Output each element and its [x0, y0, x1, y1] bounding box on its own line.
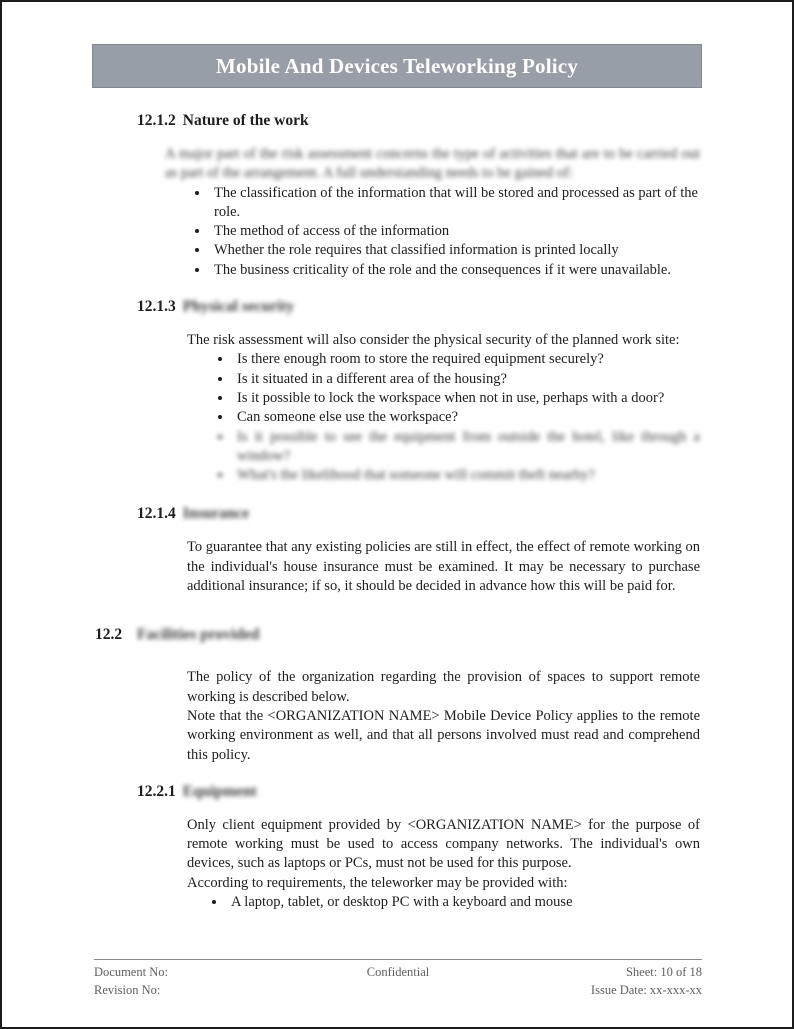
document-title-banner: [92, 44, 702, 88]
section-12-2-para2: Note that the <ORGANIZATION NAME> Mobile Device Policy applies to the remote working environment as well, and that all persons involved must read and comprehend this policy.: [187, 707, 700, 763]
document-title: Mobile And Devices Teleworking Policy: [215, 53, 579, 78]
section-12-1-3-intro: The risk assessment will also consider the physical security of the planned work site:: [187, 332, 680, 349]
bullet-item: • A laptop, tablet, or desktop PC with a keyboard and mouse: [227, 893, 700, 912]
section-12-1-3-list: [211, 350, 700, 485]
section-12-1-4-body: To guarantee that any existing policies are still in effect, the effect of remote working on the individual's house insurance must be examined. It may be necessary to purchase additional insurance; if so, it should be decided in advance how this will be paid for.: [187, 539, 700, 595]
section-title: Equipment: [182, 782, 257, 800]
section-title: Physical security: [182, 298, 295, 316]
document-no-label: Document No:: [94, 965, 168, 979]
section-heading-12-1-4: [137, 505, 700, 523]
issue-date-label: Issue Date: xx-xxx-xx: [590, 983, 703, 997]
revision-no-label: Revision No:: [94, 983, 161, 997]
footer-left-block: [94, 963, 297, 999]
section-12-2-1-para2: According to requirements, the teleworker may be provided with:: [187, 874, 568, 891]
section-heading-12-2: [95, 626, 700, 644]
section-12-1-2-list: [188, 184, 700, 280]
bullet-item: • Is there enough room to store the required equipment securely?: [233, 350, 700, 369]
bullet-item: • Can someone else use the workspace?: [233, 408, 700, 427]
section-heading-12-2-1: [137, 783, 700, 801]
bullet-item: • Is it situated in a different area of the housing?: [233, 370, 700, 389]
bullet-item: • Whether the role requires that classified information is printed locally: [210, 241, 700, 260]
section-number: 12.2: [95, 626, 123, 644]
section-12-2-para1: The policy of the organization regarding the provision of spaces to support remote working is described below.: [187, 669, 700, 705]
section-title: Facilities provided: [137, 626, 260, 644]
section-12-1-2-intro: A major part of the risk assessment concerns the type of activities that are to be carried out as part of the arrangement. A full understanding needs to be gained of:: [165, 146, 700, 182]
bullet-item: • Is it possible to lock the workspace when not in use, perhaps with a door?: [233, 389, 700, 408]
section-title: Nature of the work: [182, 112, 309, 129]
section-number: 12.1.3: [137, 298, 176, 316]
bullet-item: • The method of access of the information: [210, 222, 700, 241]
section-number: 12.1.4: [137, 505, 176, 523]
sheet-number-label: Sheet: 10 of 18: [625, 965, 703, 979]
section-heading-12-1-2: [137, 112, 700, 130]
section-heading-12-1-3: [137, 298, 700, 316]
page-footer: [94, 959, 702, 999]
section-title: Insurance: [182, 505, 250, 523]
bullet-item: • What's the likelihood that someone will commit theft nearby?: [233, 466, 700, 485]
footer-right-block: [499, 963, 702, 999]
section-12-2-1-list: [205, 893, 700, 912]
confidential-label: Confidential: [366, 965, 430, 979]
bullet-item: • Is it possible to see the equipment from outside the hotel, like through a window?: [233, 428, 700, 467]
section-12-2-1-para1: Only client equipment provided by <ORGANIZATION NAME> for the purpose of remote working must be used to access company networks. The individual's own devices, such as laptops or PCs, must not be used for this purpose.: [187, 816, 700, 872]
section-number: 12.1.2: [137, 112, 176, 129]
bullet-item: • The classification of the information that will be stored and processed as part of the role.: [210, 184, 700, 223]
bullet-item: • The business criticality of the role and the consequences if it were unavailable.: [210, 261, 700, 280]
footer-center-block: [297, 963, 500, 999]
section-number: 12.2.1: [137, 782, 176, 800]
